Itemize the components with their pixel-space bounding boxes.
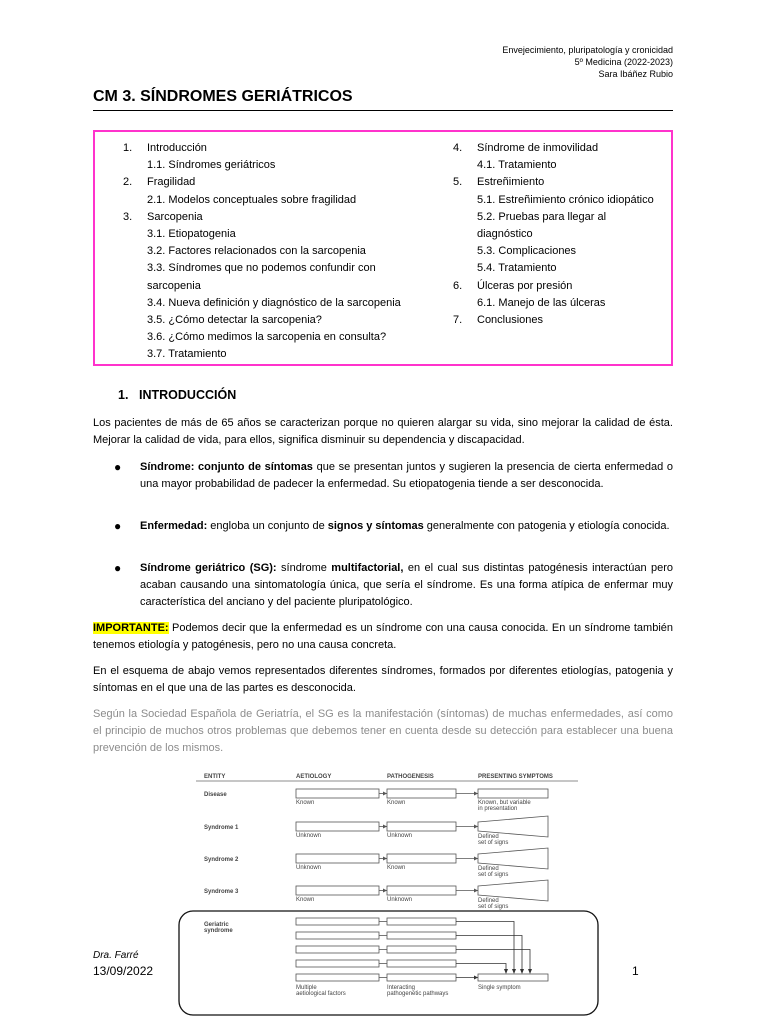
toc-subitem: 3.5. ¿Cómo detectar la sarcopenia? [147,314,322,327]
toc-item-label: Conclusiones [477,314,544,327]
footer-author: Dra. Farré [93,950,139,961]
svg-text:Known, but variable: Known, but variable [478,800,531,806]
svg-text:Defined: Defined [478,866,499,872]
svg-text:aetiological factors: aetiological factors [296,991,346,997]
toc-item: 3. Sarcopenia [123,210,203,223]
toc-subitem: 4.1. Tratamiento [477,159,557,172]
diagram-header-entity: ENTITY [204,774,226,780]
bullet-dot: ● [114,460,122,474]
toc-subitem: 2.1. Modelos conceptuales sobre fragilidad [147,193,357,206]
course-name: Envejecimiento, pluripatología y cronicidad [502,45,673,55]
bullet-disease: ● Enfermedad: engloba un conjunto de signos y síntomas generalmente con patogenia y etiología conocida. [140,518,673,535]
toc-subitem: 3.7. Tratamiento [147,348,227,361]
intro-paragraph: Los pacientes de más de 65 años se caracterizan porque no quieren alargar su vida, sino mejorar la calidad de ésta. Mejorar la calidad de vida, para ellos, significa disminuir su dependencia y discapacidad. [93,417,673,447]
toc-item-label: Estreñimiento [477,176,545,189]
svg-text:Unknown: Unknown [296,865,322,871]
svg-text:Known: Known [387,800,406,806]
entity-label: Disease [204,792,227,798]
bullet-syndrome: ● Síndrome: conjunto de síntomas que se presentan juntos y sugieren la presencia de cierta enfermedad o una mayor probabilidad de padecer la enfermedad. Su etiopatogenia tiende a ser desconocida. [114,460,673,491]
svg-text:Known: Known [387,865,406,871]
svg-text:Multiple: Multiple [296,985,317,991]
toc-item: 7. Conclusiones [453,314,544,327]
footer-date: 13/09/2022 [93,964,154,978]
toc-item-label: Introducción [147,142,207,154]
toc-subitem: 3.3. Síndromes que no podemos confundir con [147,262,376,275]
svg-text:Known: Known [296,897,315,903]
diagram-row-syndrome-2 [204,848,548,878]
toc-item-label: Síndrome de inmovilidad [477,142,599,154]
diagram-row-disease [204,789,548,812]
document-header [502,44,673,80]
entity-label: Syndrome 1 [204,825,239,831]
entity-label: Geriatric [204,922,229,928]
toc-subitem: 6.1. Manejo de las úlceras [477,296,606,309]
entity-label: Syndrome 3 [204,889,239,895]
table-of-contents [93,130,673,366]
toc-item: 2. Fragilidad [123,176,196,189]
toc-item-label: Fragilidad [147,176,196,189]
svg-text:set of signs: set of signs [478,872,509,878]
svg-text:Single symptom: Single symptom [478,985,521,991]
important-label: IMPORTANTE: [93,622,169,634]
svg-text:in presentation: in presentation [478,806,518,812]
toc-item: 4. Síndrome de inmovilidad [453,142,599,154]
svg-text:Known: Known [296,800,315,806]
svg-text:Defined: Defined [478,834,499,840]
toc-subitem: 1.1. Síndromes geriátricos [147,159,276,172]
toc-subitem: diagnóstico [477,228,533,241]
diagram-row-syndrome-3 [204,880,548,910]
toc-item: 1. Introducción [123,142,207,154]
toc-item: 6. Úlceras por presión [453,279,573,292]
section-title: INTRODUCCIÓN [139,388,237,402]
toc-item-label: Úlceras por presión [477,279,573,292]
svg-text:Unknown: Unknown [387,897,413,903]
svg-text:Defined: Defined [478,898,499,904]
toc-subitem: 5.3. Complicaciones [477,245,577,258]
diagram-header-pathogenesis: PATHOGENESIS [387,774,434,780]
bullet-dot: ● [114,519,122,533]
svg-text:pathogenetic pathways: pathogenetic pathways [387,991,449,997]
bullet-dot: ● [114,561,122,575]
toc-right-column [453,140,673,329]
course-year: 5º Medicina (2022-2023) [574,57,673,67]
page-title: CM 3. SÍNDROMES GERIÁTRICOS [93,88,673,111]
toc-subitem: 5.2. Pruebas para llegar al [477,210,607,223]
toc-subitem: 3.6. ¿Cómo medimos la sarcopenia en consulta? [147,331,387,344]
diagram-header-aetiology: AETIOLOGY [296,774,332,780]
svg-text:set of signs: set of signs [478,904,509,910]
syndrome-diagram [178,768,600,1016]
author-name: Sara Ibáñez Rubio [598,69,673,79]
toc-subitem: sarcopenia [147,279,201,292]
diagram-row-geriatric-syndrome [179,911,598,1015]
toc-item-label: Sarcopenia [147,210,203,223]
gray-paragraph: Según la Sociedad Española de Geriatría, el SG es la manifestación (síntomas) de muchas enfermedades, así como el principio de muchos otros problemas que debemos tener en cuenta desde su detección para establecer una buena prevención de los mismos. [93,708,673,755]
toc-subitem: 5.4. Tratamiento [477,262,557,275]
page-number: 1 [632,964,639,978]
diagram-row-syndrome-1 [204,816,548,846]
svg-text:syndrome: syndrome [204,928,233,934]
svg-text:Unknown: Unknown [387,833,413,839]
svg-text:Unknown: Unknown [296,833,322,839]
toc-subitem: 5.1. Estreñimiento crónico idiopático [477,193,654,206]
section-heading: 1. INTRODUCCIÓN [118,388,237,402]
important-note: IMPORTANTE: Podemos decir que la enfermedad es un síndrome con una causa conocida. En un síndrome también tenemos etiología y patogénesis, pero no una causa concreta. [93,622,673,652]
toc-item: 5. Estreñimiento [453,176,545,189]
scheme-paragraph: En el esquema de abajo vemos representados diferentes síndromes, formados por diferentes etiologías, patogenia y síntomas en el que una de las partes es desconocida. [93,665,673,695]
svg-text:Interacting: Interacting [387,985,416,991]
toc-left-column [123,140,433,364]
svg-text:set of signs: set of signs [478,840,509,846]
toc-subitem: 3.4. Nueva definición y diagnóstico de la sarcopenia [147,296,401,309]
entity-label: Syndrome 2 [204,857,239,863]
toc-subitem: 3.1. Etiopatogenia [147,228,236,241]
bullet-geriatric-syndrome: ● Síndrome geriátrico (SG): síndrome multifactorial, en el cual sus distintas patogénesis interactúan pero acaban causando una sintomatología única, que sería el síndrome. Es una forma atípica de enfermar muy característica del anciano y del paciente pluripatológico. [114,561,673,609]
diagram-header-symptoms: PRESENTING SYMPTOMS [478,774,553,780]
toc-subitem: 3.2. Factores relacionados con la sarcopenia [147,245,366,258]
